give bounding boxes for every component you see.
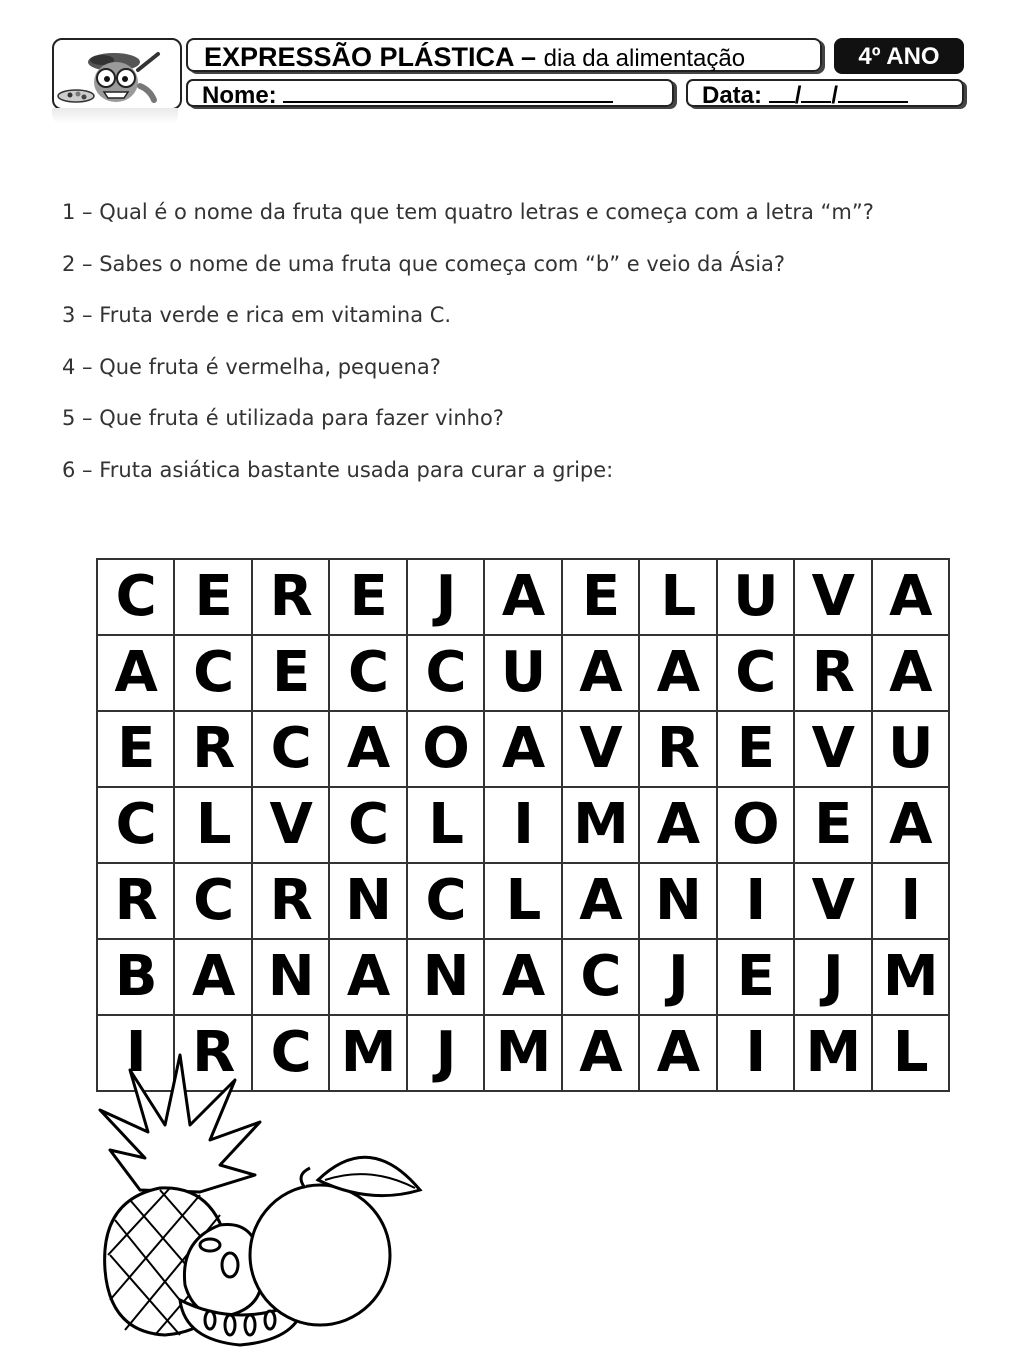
- grid-cell[interactable]: V: [794, 711, 871, 787]
- grid-cell[interactable]: M: [872, 939, 949, 1015]
- fruit-illustration-icon: [70, 1040, 440, 1350]
- grid-cell[interactable]: N: [639, 863, 716, 939]
- grid-cell[interactable]: R: [252, 863, 329, 939]
- grid-cell[interactable]: A: [329, 939, 406, 1015]
- grid-cell[interactable]: V: [794, 559, 871, 635]
- grid-cell[interactable]: C: [174, 635, 251, 711]
- painter-monster-icon: [54, 40, 180, 108]
- grid-cell[interactable]: J: [407, 1015, 484, 1091]
- grid-cell[interactable]: U: [717, 559, 794, 635]
- name-blank-line[interactable]: [283, 81, 613, 103]
- grid-cell[interactable]: A: [484, 711, 561, 787]
- grid-cell[interactable]: R: [174, 711, 251, 787]
- grid-cell[interactable]: C: [174, 863, 251, 939]
- title-subtitle: dia da alimentação: [543, 45, 746, 72]
- grid-cell[interactable]: N: [407, 939, 484, 1015]
- grid-cell[interactable]: I: [484, 787, 561, 863]
- grid-cell[interactable]: A: [562, 1015, 639, 1091]
- grid-cell[interactable]: R: [639, 711, 716, 787]
- question-list: [62, 196, 982, 505]
- grid-cell[interactable]: E: [562, 559, 639, 635]
- name-label: Nome:: [202, 82, 277, 109]
- word-search-grid: [96, 558, 950, 1092]
- grid-cell[interactable]: A: [562, 635, 639, 711]
- grid-cell[interactable]: R: [252, 559, 329, 635]
- grid-cell[interactable]: I: [717, 863, 794, 939]
- grid-cell[interactable]: A: [639, 787, 716, 863]
- grid-cell[interactable]: R: [794, 635, 871, 711]
- grid-row: [97, 787, 949, 863]
- grid-cell[interactable]: N: [252, 939, 329, 1015]
- orange-icon: [250, 1157, 420, 1325]
- grid-cell[interactable]: M: [562, 787, 639, 863]
- grid-cell[interactable]: I: [717, 1015, 794, 1091]
- grid-cell[interactable]: C: [97, 787, 174, 863]
- grid-cell[interactable]: E: [97, 711, 174, 787]
- grid-cell[interactable]: C: [562, 939, 639, 1015]
- grid-cell[interactable]: M: [329, 1015, 406, 1091]
- grid-cell[interactable]: A: [174, 939, 251, 1015]
- grid-cell[interactable]: E: [174, 559, 251, 635]
- question-item: 6 – Fruta asiática bastante usada para curar a gripe:: [62, 457, 614, 482]
- grid-cell[interactable]: C: [407, 863, 484, 939]
- grid-cell[interactable]: R: [174, 1015, 251, 1091]
- grid-cell[interactable]: E: [252, 635, 329, 711]
- date-label: Data:: [702, 82, 763, 109]
- grid-cell[interactable]: E: [794, 787, 871, 863]
- grid-cell[interactable]: V: [794, 863, 871, 939]
- grid-row: [97, 559, 949, 635]
- grid-cell[interactable]: C: [252, 711, 329, 787]
- grid-cell[interactable]: L: [639, 559, 716, 635]
- grid-cell[interactable]: A: [484, 559, 561, 635]
- grid-row: [97, 863, 949, 939]
- grid-cell[interactable]: N: [329, 863, 406, 939]
- grid-cell[interactable]: A: [872, 787, 949, 863]
- grid-cell[interactable]: C: [407, 635, 484, 711]
- grid-row: [97, 635, 949, 711]
- grid-cell[interactable]: J: [407, 559, 484, 635]
- logo-reflection: [52, 108, 178, 124]
- grid-cell[interactable]: U: [872, 711, 949, 787]
- grid-cell[interactable]: C: [717, 635, 794, 711]
- grid-cell[interactable]: L: [484, 863, 561, 939]
- question-item: 4 – Que fruta é vermelha, pequena?: [62, 354, 441, 379]
- grid-cell[interactable]: J: [794, 939, 871, 1015]
- grid-cell[interactable]: A: [562, 863, 639, 939]
- grid-cell[interactable]: U: [484, 635, 561, 711]
- grid-cell[interactable]: J: [639, 939, 716, 1015]
- grid-cell[interactable]: A: [329, 711, 406, 787]
- grid-row: [97, 939, 949, 1015]
- grid-cell[interactable]: A: [639, 635, 716, 711]
- grid-cell[interactable]: L: [174, 787, 251, 863]
- grid-cell[interactable]: A: [639, 1015, 716, 1091]
- grid-cell[interactable]: E: [717, 939, 794, 1015]
- date-separator: /: [831, 82, 839, 109]
- grid-cell[interactable]: O: [407, 711, 484, 787]
- grade-badge: 4º ANO: [834, 38, 964, 74]
- date-separator: /: [794, 82, 802, 109]
- grid-cell[interactable]: R: [97, 863, 174, 939]
- question-item: 2 – Sabes o nome de uma fruta que começa com “b” e veio da Ásia?: [62, 251, 786, 276]
- grid-cell[interactable]: C: [252, 1015, 329, 1091]
- grid-cell[interactable]: M: [484, 1015, 561, 1091]
- grid-cell[interactable]: B: [97, 939, 174, 1015]
- grid-cell[interactable]: C: [329, 787, 406, 863]
- date-month-blank[interactable]: [801, 81, 831, 103]
- grid-cell[interactable]: L: [407, 787, 484, 863]
- name-field[interactable]: [186, 79, 674, 107]
- school-logo: [52, 38, 182, 110]
- grid-cell[interactable]: E: [717, 711, 794, 787]
- worksheet-title: [186, 38, 822, 72]
- date-field[interactable]: [686, 79, 964, 107]
- grid-cell[interactable]: V: [252, 787, 329, 863]
- grid-cell[interactable]: A: [872, 559, 949, 635]
- grid-cell[interactable]: C: [97, 559, 174, 635]
- date-day-blank[interactable]: [769, 81, 795, 103]
- grid-cell[interactable]: A: [484, 939, 561, 1015]
- grid-cell[interactable]: A: [872, 635, 949, 711]
- grid-row: [97, 711, 949, 787]
- grid-cell[interactable]: E: [329, 559, 406, 635]
- question-item: 3 – Fruta verde e rica em vitamina C.: [62, 303, 452, 327]
- grid-cell[interactable]: V: [562, 711, 639, 787]
- date-year-blank[interactable]: [838, 81, 908, 103]
- grid-cell[interactable]: O: [717, 787, 794, 863]
- question-item: 5 – Que fruta é utilizada para fazer vinho?: [62, 406, 504, 430]
- grid-cell[interactable]: I: [97, 1015, 174, 1091]
- grid-cell[interactable]: L: [872, 1015, 949, 1091]
- grid-cell[interactable]: I: [872, 863, 949, 939]
- grid-cell[interactable]: A: [97, 635, 174, 711]
- title-main: EXPRESSÃO PLÁSTICA –: [204, 42, 537, 72]
- question-item: 1 – Qual é o nome da fruta que tem quatro letras e começa com a letra “m”?: [62, 200, 874, 224]
- grid-cell[interactable]: M: [794, 1015, 871, 1091]
- grid-cell[interactable]: C: [329, 635, 406, 711]
